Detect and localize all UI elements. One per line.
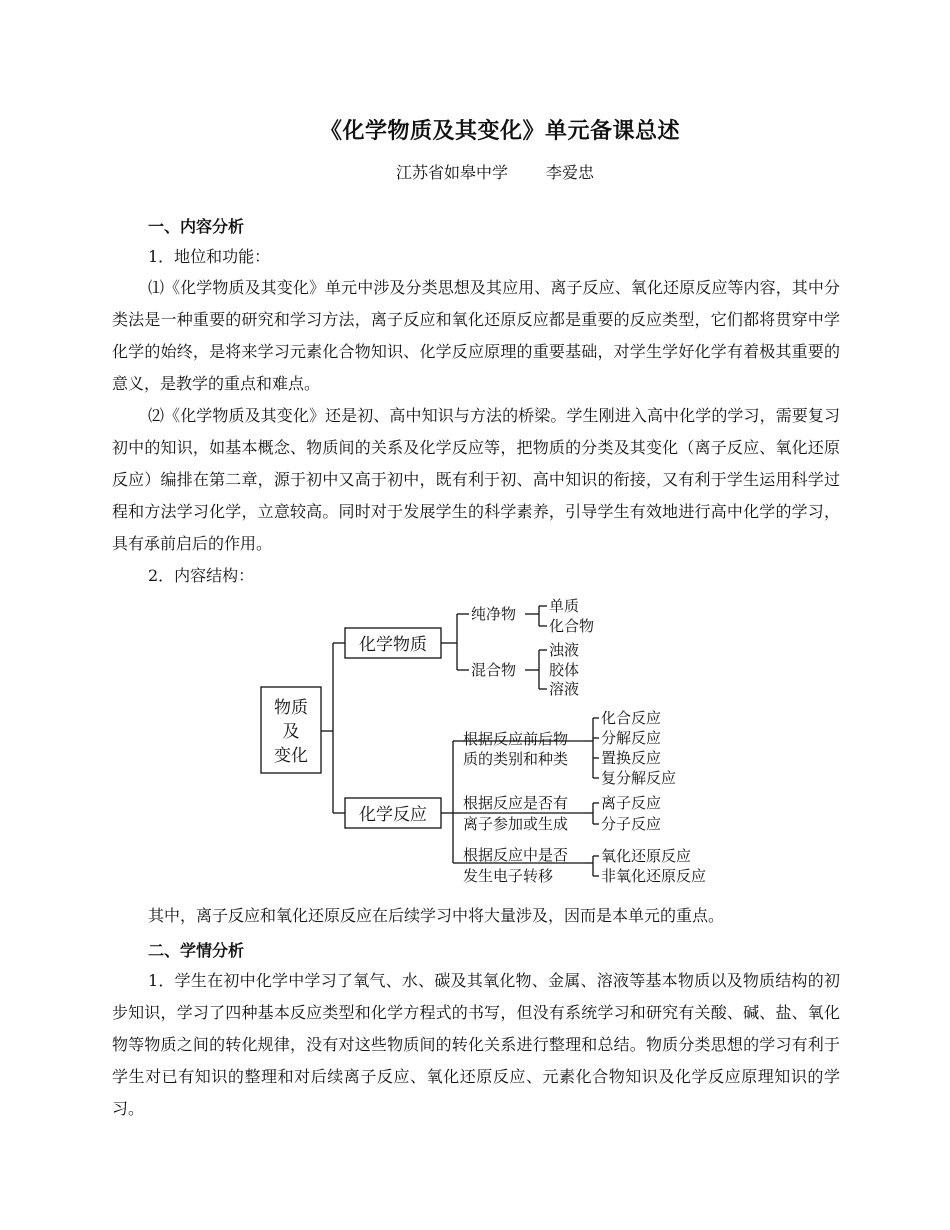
diagram-node-substance: 化学物质 bbox=[359, 635, 427, 655]
diagram-node-combination: 化合反应 bbox=[601, 709, 662, 727]
diagram-criterion3-line2: 发生电子转移 bbox=[463, 867, 554, 885]
section-heading-learner-analysis: 二、学情分析 bbox=[148, 941, 245, 960]
after-diagram-sentence: 其中，离子反应和氧化还原反应在后续学习中将大量涉及，因而是本单元的重点。 bbox=[148, 906, 725, 925]
diagram-node-suspension: 浊液 bbox=[549, 641, 580, 659]
diagram-node-non-redox: 非氧化还原反应 bbox=[601, 867, 707, 885]
item-label-content-structure: 2．内容结构： bbox=[148, 566, 255, 585]
diagram-node-mixture: 混合物 bbox=[471, 661, 517, 679]
diagram-node-compound: 化合物 bbox=[549, 617, 595, 635]
document-title: 《化学物质及其变化》单元备课总述 bbox=[319, 119, 680, 144]
diagram-node-colloid: 胶体 bbox=[549, 661, 580, 679]
paragraph-2: ⑵《化学物质及其变化》还是初、高中知识与方法的桥梁。学生刚进入高中化学的学习，需要复习初中的知识，如基本概念、物质间的关系及化学反应等，把物质的分类及其变化（离子反应、氧化还原反应）编排在第二章，源于初中又高于初中，既有利于初、高中知识的衔接，又有利于学生运用科学过程和方法学习化学，立意较高。同时对于发展学生的科学素养，引导学生有效地进行高中化学的学习，具有承前启后的作用。 bbox=[112, 406, 840, 553]
diagram-node-redox: 氧化还原反应 bbox=[601, 847, 692, 865]
diagram-root-line2: 及 bbox=[282, 722, 300, 742]
item-label-position-function: 1．地位和功能： bbox=[148, 247, 271, 266]
paragraph-learner-1: 1．学生在初中化学中学习了氧气、水、碳及其氧化物、金属、溶液等基本物质以及物质结构的初步知识，学习了四种基本反应类型和化学方程式的书写，但没有系统学习和研究有关酸、碱、盐、氧化物等物质之间的转化规律，没有对这些物质间的转化关系进行整理和总结。物质分类思想的学习有利于学生对已有知识的整理和对后续离子反应、氧化还原反应、元素化合物知识及化学反应原理知识的学习。 bbox=[112, 971, 840, 1118]
diagram-node-displacement: 置换反应 bbox=[601, 749, 662, 767]
content-structure-diagram bbox=[255, 595, 735, 893]
diagram-node-element: 单质 bbox=[549, 597, 580, 615]
section-heading-content-analysis: 一、内容分析 bbox=[148, 217, 245, 236]
author-school: 江苏省如皋中学 bbox=[395, 163, 508, 182]
diagram-root-line3: 变化 bbox=[274, 746, 308, 766]
diagram-criterion3-line1: 根据反应中是否 bbox=[463, 846, 569, 864]
diagram-criterion1-line1: 根据反应前后物 bbox=[463, 730, 569, 748]
author-name: 李爱忠 bbox=[546, 163, 595, 182]
diagram-node-pure: 纯净物 bbox=[471, 605, 517, 623]
diagram-root-line1: 物质 bbox=[274, 698, 308, 718]
diagram-node-molecular: 分子反应 bbox=[601, 815, 662, 833]
diagram-node-double-decomposition: 复分解反应 bbox=[601, 769, 677, 787]
diagram-node-ionic: 离子反应 bbox=[601, 794, 662, 812]
diagram-node-decomposition: 分解反应 bbox=[601, 729, 662, 747]
diagram-criterion2-line1: 根据反应是否有 bbox=[463, 794, 569, 812]
paragraph-1: ⑴《化学物质及其变化》单元中涉及分类思想及其应用、离子反应、氧化还原反应等内容，其中分类法是一种重要的研究和学习方法，离子反应和氧化还原反应都是重要的反应类型，它们都将贯穿中学化学的始终，是将来学习元素化合物知识、化学反应原理的重要基础，对学生学好化学有着极其重要的意义，是教学的重点和难点。 bbox=[112, 278, 840, 393]
diagram-node-solution: 溶液 bbox=[549, 680, 580, 698]
diagram-node-reaction: 化学反应 bbox=[359, 805, 427, 825]
author-line bbox=[0, 160, 950, 183]
diagram-criterion1-line2: 质的类别和种类 bbox=[463, 750, 569, 768]
diagram-criterion2-line2: 离子参加或生成 bbox=[463, 815, 569, 833]
